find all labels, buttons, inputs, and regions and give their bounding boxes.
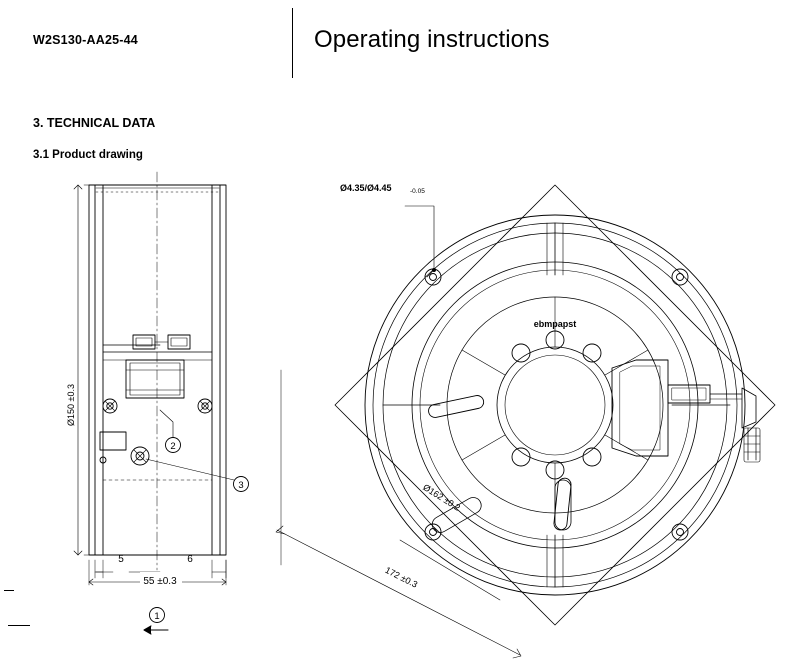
- document-title: Operating instructions: [314, 26, 550, 53]
- section-heading: 3. TECHNICAL DATA: [33, 116, 156, 130]
- side-view: [66, 172, 249, 634]
- svg-text:ebmpapst: ebmpapst: [533, 319, 577, 329]
- svg-text:55 ±0.3: 55 ±0.3: [143, 576, 177, 587]
- svg-text:Ø150 ±0.3: Ø150 ±0.3: [66, 384, 76, 426]
- margin-tick-upper: [4, 590, 14, 591]
- svg-text:Ø162 ±0.2: Ø162 ±0.2: [421, 482, 463, 513]
- svg-text:1: 1: [154, 611, 160, 622]
- header-divider: [292, 8, 293, 78]
- subsection-heading: 3.1 Product drawing: [33, 149, 143, 161]
- svg-text:Ø4.35/Ø4.45: Ø4.35/Ø4.45: [340, 183, 392, 193]
- margin-tick-lower: [8, 625, 30, 626]
- svg-text:2: 2: [170, 441, 176, 452]
- svg-text:-0.05: -0.05: [410, 188, 425, 195]
- page-header: [0, 0, 801, 86]
- svg-text:172 ±0.3: 172 ±0.3: [383, 564, 420, 590]
- front-view: [276, 183, 775, 658]
- model-code: W2S130-AA25-44: [33, 33, 138, 47]
- svg-text:6: 6: [187, 554, 193, 565]
- product-drawing: [0, 160, 801, 660]
- svg-text:5: 5: [118, 554, 124, 565]
- svg-text:3: 3: [238, 480, 244, 491]
